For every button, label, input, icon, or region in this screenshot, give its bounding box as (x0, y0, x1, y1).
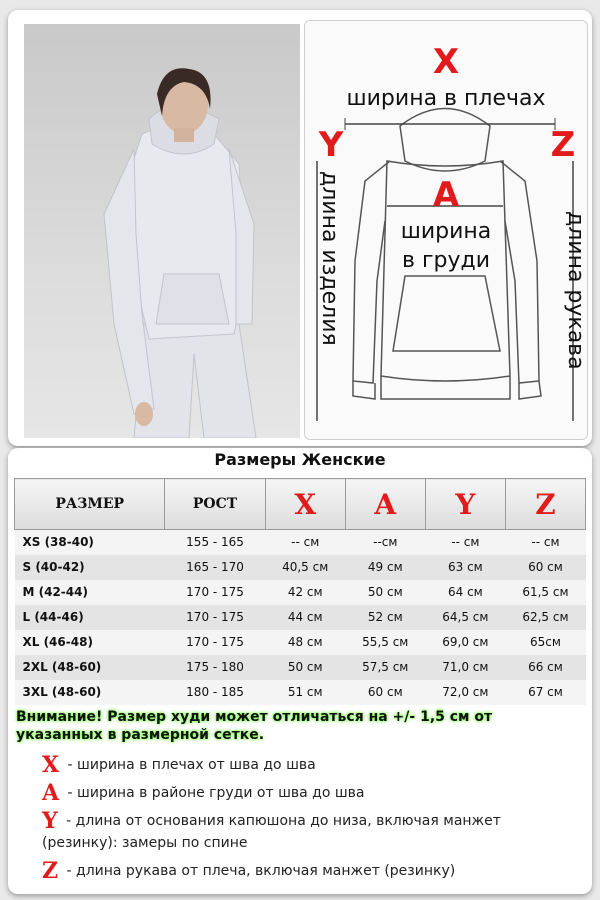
measure-cell: 40,5 см (282, 560, 329, 574)
measure-cell: 67 см (528, 685, 563, 699)
shoulder-label: ширина в плечах (346, 86, 546, 111)
measure-cell: -- см (291, 535, 320, 550)
table-row (15, 555, 586, 580)
size-cell: XS (38-40) (22, 535, 94, 550)
measurement-legend (42, 754, 562, 888)
letter-z: Z (550, 125, 576, 165)
height-cell: 170 - 175 (186, 610, 244, 624)
measure-cell: 57,5 см (362, 660, 409, 674)
table-header-row (15, 479, 586, 530)
letter-x: X (432, 42, 460, 82)
size-table (14, 478, 586, 705)
size-warning: Внимание! Размер худи может отличаться на +/- 1,5 см от указанных в размерной сетке. (16, 709, 493, 743)
measure-cell: -- см (531, 535, 560, 550)
measure-cell: 51 см (287, 685, 323, 699)
measure-cell: 60 см (367, 685, 403, 699)
product-image-card (8, 10, 592, 446)
legend-text: - длина от основания капюшона до низа, включая манжет (резинку): замеры по спине (42, 813, 501, 851)
height-cell: 155 - 165 (186, 535, 244, 550)
legend-letter: Z (42, 858, 59, 884)
measure-cell: --см (373, 535, 398, 550)
legend-letter: A (42, 780, 60, 806)
measure-cell: 65см (529, 635, 561, 649)
table-row (15, 530, 586, 555)
measure-cell: 61,5 см (522, 585, 569, 599)
size-cell: L (44-46) (22, 610, 84, 624)
measure-cell: 44 см (287, 610, 323, 624)
model-photo (24, 24, 300, 438)
header-z: Z (505, 479, 585, 530)
legend-item-x (42, 754, 562, 776)
measure-cell: 50 см (287, 660, 323, 674)
measure-cell: 71,0 см (442, 660, 489, 674)
legend-item-a (42, 782, 562, 804)
measure-cell: 63 см (447, 560, 483, 574)
measure-cell: 62,5 см (522, 610, 569, 624)
table-row (15, 605, 586, 630)
measure-cell: -- см (451, 535, 480, 550)
letter-a: A (432, 175, 460, 215)
legend-letter: Y (42, 808, 58, 834)
table-row (15, 680, 586, 705)
table-body (15, 530, 586, 705)
height-cell: 170 - 175 (186, 585, 244, 599)
hood-outline (400, 109, 490, 172)
size-cell: M (42-44) (22, 585, 88, 599)
height-cell: 165 - 170 (186, 560, 244, 574)
measure-cell: 55,5 см (362, 635, 409, 649)
header-size: РАЗМЕР (15, 479, 165, 530)
legend-text: - длина рукава от плеча, включая манжет (резинку) (62, 863, 456, 879)
measure-cell: 60 см (528, 560, 563, 574)
header-x: X (265, 479, 345, 530)
table-row (15, 630, 586, 655)
measure-cell: 48 см (287, 635, 323, 649)
sleeve-label: длина рукава (563, 211, 587, 370)
hoodie-sketch (305, 21, 587, 439)
size-cell: 2XL (48-60) (22, 660, 102, 674)
measure-cell: 50 см (367, 585, 403, 599)
size-chart-card (8, 448, 592, 894)
header-a: A (345, 479, 425, 530)
legend-item-y (42, 810, 562, 854)
measure-cell: 49 см (367, 560, 403, 574)
table-row (15, 655, 586, 680)
measure-cell: 66 см (528, 660, 563, 674)
size-cell: XL (46-48) (22, 635, 93, 649)
table-title: Размеры Женские (214, 450, 386, 469)
chest-label-line1: ширина (400, 219, 492, 244)
chest-label-line2: в груди (401, 248, 491, 273)
header-height: РОСТ (165, 479, 265, 530)
legend-item-z (42, 860, 562, 882)
legend-text: - ширина в районе груди от шва до шва (63, 785, 365, 801)
measure-cell: 42 см (287, 585, 323, 599)
length-label: длина изделия (317, 171, 342, 346)
measurement-diagram (304, 20, 588, 440)
measure-cell: 64,5 см (442, 610, 489, 624)
measure-cell: 72,0 см (442, 685, 489, 699)
legend-letter: X (42, 752, 60, 778)
measure-cell: 64 см (447, 585, 483, 599)
model-illustration (24, 24, 300, 438)
height-cell: 180 - 185 (186, 685, 244, 699)
height-cell: 175 - 180 (186, 660, 244, 674)
letter-y: Y (318, 125, 344, 165)
legend-text: - ширина в плечах от шва до шва (63, 757, 316, 773)
size-cell: 3XL (48-60) (22, 685, 102, 699)
header-y: Y (425, 479, 505, 530)
measure-cell: 52 см (367, 610, 403, 624)
height-cell: 170 - 175 (186, 635, 244, 649)
size-cell: S (40-42) (22, 560, 85, 574)
table-row (15, 580, 586, 605)
measure-cell: 69,0 см (442, 635, 489, 649)
